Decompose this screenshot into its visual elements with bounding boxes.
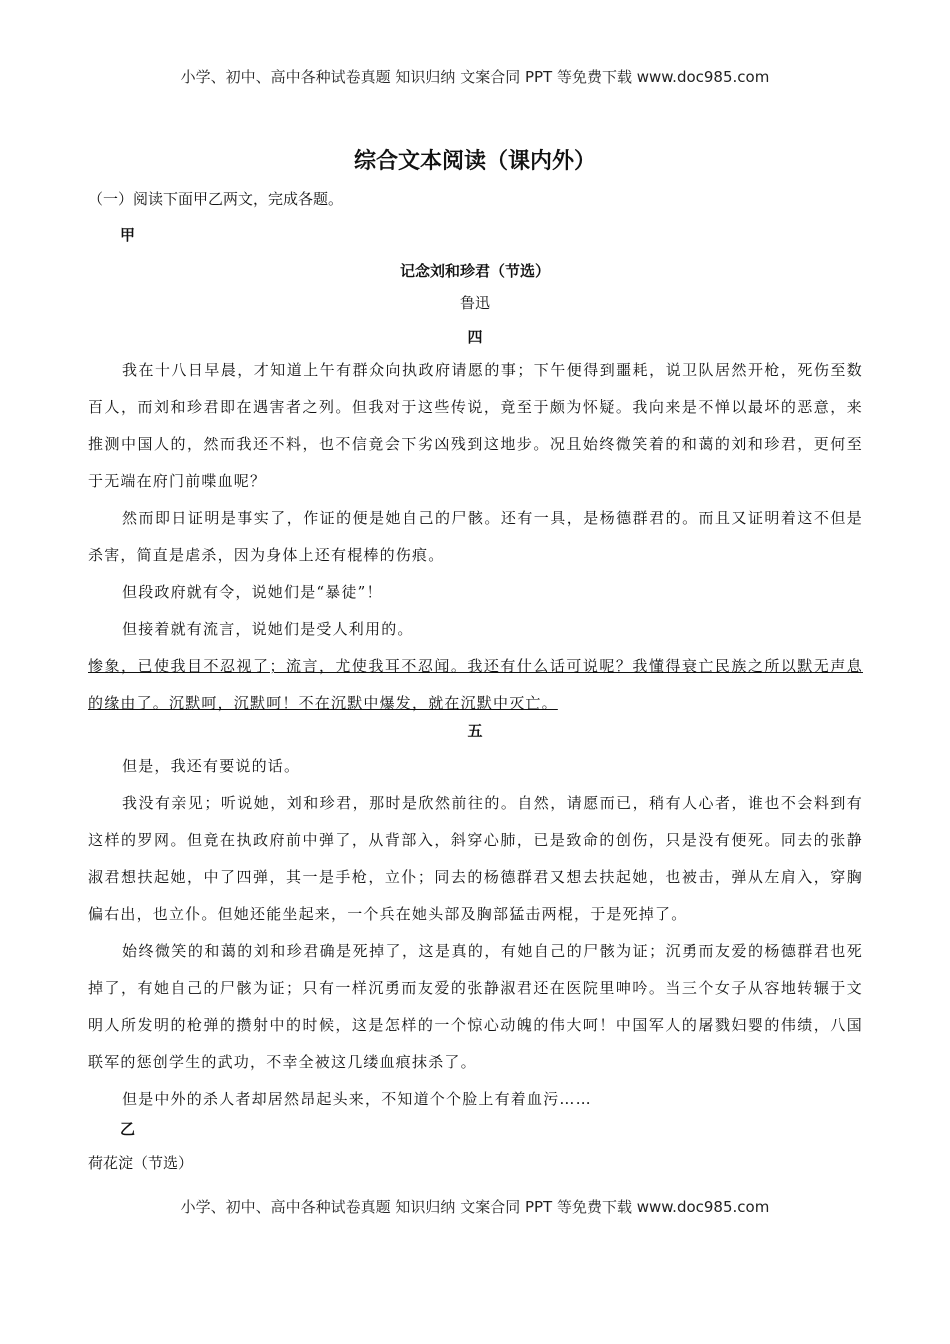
section-a-mark: 甲 xyxy=(120,226,136,244)
page-header: 小学、初中、高中各种试卷真题 知识归纳 文案合同 PPT 等免费下载 www.doc985.com xyxy=(180,68,770,86)
paragraph-5-1: 但是，我还有要说的话。 xyxy=(122,757,301,775)
part-five-heading: 五 xyxy=(467,722,483,740)
paragraph-5-2: 我没有亲见；听说她，刘和珍君，那时是欣然前往的。自然，请愿而已，稍有人心者，谁也不会料到有这样的罗网。但竟在执政府前中弹了，从背部入，斜穿心肺，已是致命的创伤，只是没有便死。同去的张静淑君想扶起她，中了四弹，其一是手枪，立仆；同去的杨德群君又想去扶起她，也被击，弹从左肩入，穿胸偏右出，也立仆。但她还能坐起来，一个兵在她头部及胸部猛击两棍，于是死掉了。 xyxy=(88,794,863,923)
paragraph-5-3: 始终微笑的和蔼的刘和珍君确是死掉了，这是真的，有她自己的尸骸为证；沉勇而友爱的杨德群君也死掉了，有她自己的尸骸为证；只有一样沉勇而友爱的张静淑君还在医院里呻吟。当三个女子从容地转辗于文明人所发明的枪弹的攒射中的时候，这是怎样的一个惊心动魄的伟大呵！中国军人的屠戮妇婴的伟绩，八国联军的惩创学生的武功，不幸全被这几缕血痕抹杀了。 xyxy=(88,942,863,1071)
paragraph-4-5-underlined xyxy=(88,648,863,722)
paragraph-4-2: 然而即日证明是事实了，作证的便是她自己的尸骸。还有一具，是杨德群君的。而且又证明着这不但是杀害，简直是虐杀，因为身体上还有棍棒的伤痕。 xyxy=(88,509,863,564)
paragraph-4-4: 但接着就有流言，说她们是受人利用的。 xyxy=(122,620,414,638)
page-footer: 小学、初中、高中各种试卷真题 知识归纳 文案合同 PPT 等免费下载 www.doc985.com xyxy=(180,1198,770,1216)
page-title: 综合文本阅读（课内外） xyxy=(353,149,596,174)
article-title-a: 记念刘和珍君（节选） xyxy=(399,262,550,280)
article-title-b: 荷花淀（节选） xyxy=(88,1154,194,1172)
part-four-heading: 四 xyxy=(467,328,483,346)
article-author: 鲁迅 xyxy=(459,294,490,312)
paragraph-5-4: 但是中外的杀人者却居然昂起头来，不知道个个脸上有着血污…… xyxy=(122,1090,592,1108)
section-b-mark: 乙 xyxy=(120,1120,136,1138)
question-intro: （一）阅读下面甲乙两文，完成各题。 xyxy=(88,190,344,208)
underlined-passage: 惨象，已使我目不忍视了；流言，尤使我耳不忍闻。我还有什么话可说呢？我懂得衰亡民族之所以默无声息的缘由了。沉默呵，沉默呵！不在沉默中爆发，就在沉默中灭亡。 xyxy=(88,657,863,712)
paragraph-4-1: 我在十八日早晨，才知道上午有群众向执政府请愿的事；下午便得到噩耗，说卫队居然开枪，死伤至数百人，而刘和珍君即在遇害者之列。但我对于这些传说，竟至于颇为怀疑。我向来是不惮以最坏的恶意，来推测中国人的，然而我还不料，也不信竟会下劣凶残到这地步。况且始终微笑着的和蔼的刘和珍君，更何至于无端在府门前喋血呢？ xyxy=(88,361,863,490)
paragraph-4-3: 但段政府就有令，说她们是“暴徒”！ xyxy=(122,583,383,601)
